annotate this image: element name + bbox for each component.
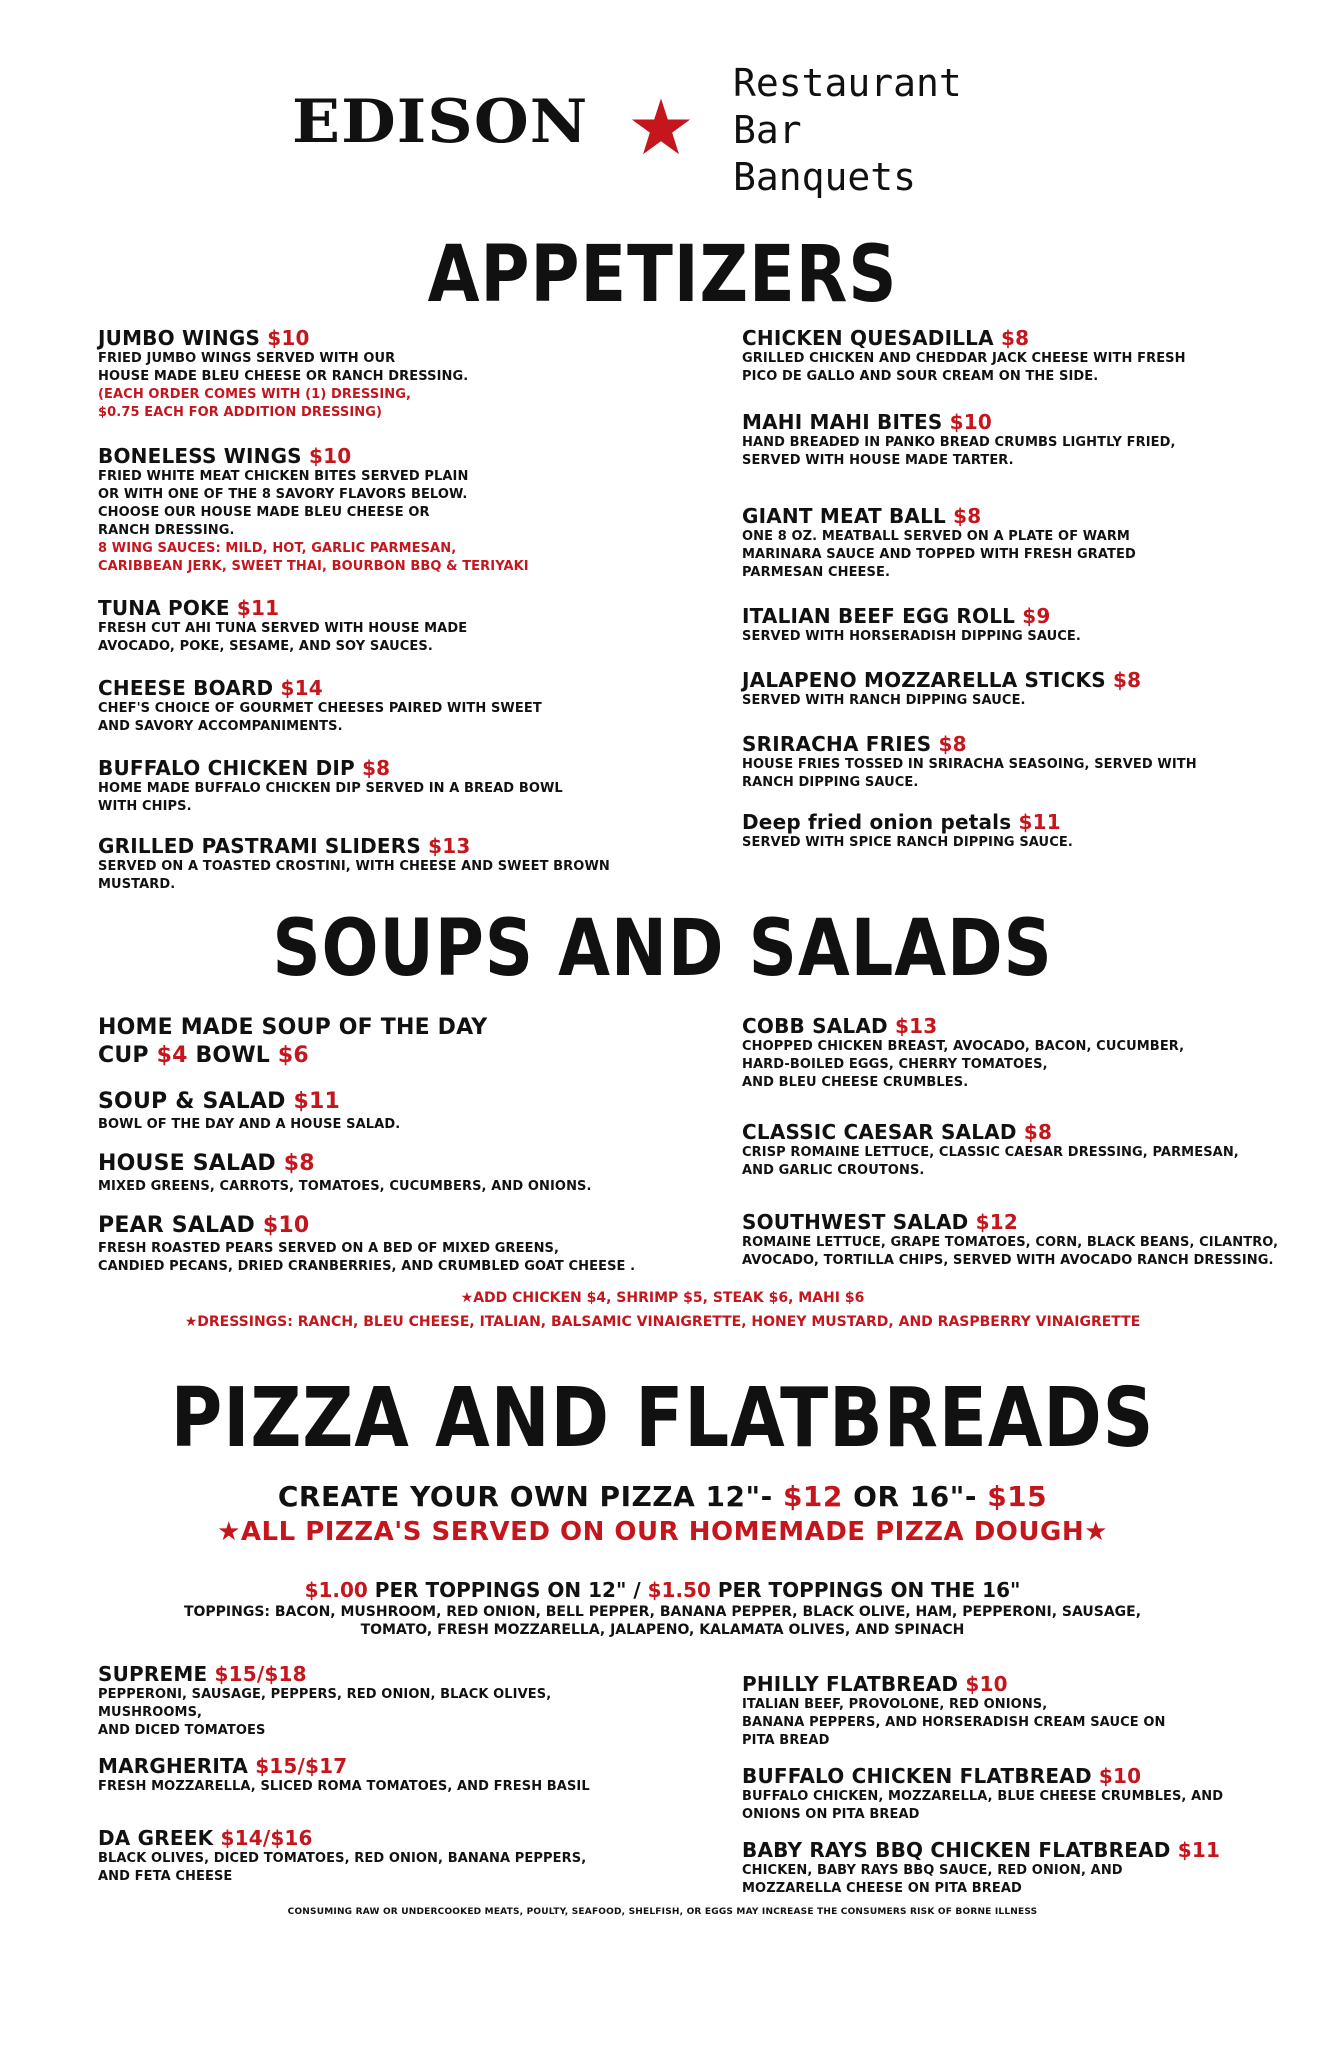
- item-price: $10: [1098, 1764, 1142, 1788]
- menu-item-soup-of-the-day: [98, 1014, 658, 1070]
- item-desc: FRESH MOZZARELLA, SLICED ROMA TOMATOES, AND FRESH BASIL: [98, 1779, 590, 1794]
- item-name: HOUSE SALAD: [98, 1151, 276, 1176]
- menu-item-mahi-mahi-bites: [742, 410, 1282, 470]
- cup-price: $4: [156, 1043, 188, 1068]
- item-price: $15/$17: [255, 1754, 348, 1778]
- topping-text: PER TOPPINGS ON THE 16": [710, 1578, 1021, 1602]
- item-price: $10: [949, 410, 992, 434]
- menu-item-deep-fried-onion-petals: [742, 810, 1282, 852]
- item-price: $8: [1023, 1120, 1053, 1144]
- item-name: JUMBO WINGS: [98, 326, 261, 350]
- item-name: CLASSIC CAESAR SALAD: [742, 1120, 1017, 1144]
- item-name: GRILLED PASTRAMI SLIDERS: [98, 834, 421, 858]
- bowl-price: $6: [277, 1043, 309, 1068]
- menu-item-classic-caesar-salad: [742, 1120, 1282, 1180]
- cup-label: CUP: [98, 1043, 149, 1068]
- item-desc: WITH CHIPS.: [98, 799, 192, 814]
- toppings-list: [0, 1603, 1325, 1639]
- item-price: $8: [1000, 326, 1030, 350]
- menu-item-soup-and-salad: [98, 1088, 658, 1134]
- menu-item-jalapeno-mozzarella-sticks: [742, 668, 1282, 710]
- item-name: MARGHERITA: [98, 1754, 249, 1778]
- item-desc: MOZZARELLA CHEESE ON PITA BREAD: [742, 1881, 1022, 1896]
- menu-item-margherita: [98, 1754, 658, 1796]
- item-desc: HOUSE FRIES TOSSED IN SRIRACHA SEASOING, SERVED WITH: [742, 757, 1197, 772]
- item-price: $8: [938, 732, 967, 756]
- item-name: ITALIAN BEEF EGG ROLL: [742, 604, 1016, 628]
- item-desc: ROMAINE LETTUCE, GRAPE TOMATOES, CORN, BLACK BEANS, CILANTRO,: [742, 1235, 1279, 1250]
- item-price: $10: [965, 1672, 1008, 1696]
- menu-item-philly-flatbread: [742, 1672, 1282, 1750]
- create-text: OR 16"-: [842, 1480, 988, 1513]
- tagline-banquets: Banquets: [733, 155, 917, 199]
- item-desc: SERVED WITH RANCH DIPPING SAUCE.: [742, 693, 1026, 708]
- item-name: DA GREEK: [98, 1826, 214, 1850]
- item-note: $0.75 EACH FOR ADDITION DRESSING): [98, 405, 383, 420]
- item-desc: AND SAVORY ACCOMPANIMENTS.: [98, 719, 343, 734]
- item-desc: ONE 8 OZ. MEATBALL SERVED ON A PLATE OF WARM: [742, 529, 1130, 544]
- item-name: SRIRACHA FRIES: [742, 732, 932, 756]
- dressings-note: ★DRESSINGS: RANCH, BLEU CHEESE, ITALIAN, BALSAMIC VINAIGRETTE, HONEY MUSTARD, AND RASPBERRY VINAIGRETTE: [184, 1314, 1141, 1330]
- logo: EDISON: [292, 87, 589, 157]
- toppings-line: TOMATO, FRESH MOZZARELLA, JALAPENO, KALAMATA OLIVES, AND SPINACH: [360, 1622, 965, 1638]
- item-price: $10: [262, 1213, 310, 1238]
- item-desc: SERVED WITH SPICE RANCH DIPPING SAUCE.: [742, 835, 1073, 850]
- topping-price-16: $1.50: [647, 1578, 711, 1602]
- item-desc: AVOCADO, POKE, SESAME, AND SOY SAUCES.: [98, 639, 433, 654]
- menu-item-baby-rays-bbq-chicken-flatbread: [742, 1838, 1282, 1898]
- item-desc: AND FETA CHEESE: [98, 1869, 233, 1884]
- item-name: JALAPENO MOZZARELLA STICKS: [742, 668, 1106, 692]
- item-name: TUNA POKE: [98, 596, 230, 620]
- item-desc: CHOOSE OUR HOUSE MADE BLEU CHEESE OR: [98, 505, 430, 520]
- item-name: BUFFALO CHICKEN FLATBREAD: [742, 1764, 1092, 1788]
- menu-item-cheese-board: [98, 676, 658, 736]
- item-desc: CRISP ROMAINE LETTUCE, CLASSIC CAESAR DRESSING, PARMESAN,: [742, 1145, 1239, 1160]
- menu-item-chicken-quesadilla: [742, 326, 1282, 386]
- item-price: $8: [362, 756, 391, 780]
- item-name: MAHI MAHI BITES: [742, 410, 943, 434]
- item-price: $10: [267, 326, 310, 350]
- item-desc: CHEF'S CHOICE OF GOURMET CHEESES PAIRED WITH SWEET: [98, 701, 542, 716]
- item-price: $8: [953, 504, 982, 528]
- item-desc: BUFFALO CHICKEN, MOZZARELLA, BLUE CHEESE CRUMBLES, AND: [742, 1789, 1224, 1804]
- item-name: Deep fried onion petals: [742, 810, 1012, 834]
- item-desc: SERVED WITH HOUSE MADE TARTER.: [742, 453, 1014, 468]
- toppings-line: TOPPINGS: BACON, MUSHROOM, RED ONION, BELL PEPPER, BANANA PEPPER, BLACK OLIVE, HAM, PEPPERONI, SAUSAGE,: [183, 1604, 1142, 1620]
- topping-prices: [0, 1578, 1325, 1602]
- item-price: $13: [895, 1014, 938, 1038]
- item-price: $12: [975, 1210, 1018, 1234]
- menu-item-grilled-pastrami-sliders: [98, 834, 658, 894]
- create-price-16: $15: [987, 1480, 1048, 1513]
- menu-item-da-greek: [98, 1826, 658, 1886]
- item-note: 8 WING SAUCES: MILD, HOT, GARLIC PARMESAN,: [98, 541, 457, 556]
- item-desc: BLACK OLIVES, DICED TOMATOES, RED ONION, BANANA PEPPERS,: [98, 1851, 587, 1866]
- item-name: BABY RAYS BBQ CHICKEN FLATBREAD: [742, 1838, 1171, 1862]
- item-price: $11: [236, 596, 280, 620]
- item-desc: SERVED ON A TOASTED CROSTINI, WITH CHEESE AND SWEET BROWN MUSTARD.: [98, 859, 610, 892]
- item-desc: MARINARA SAUCE AND TOPPED WITH FRESH GRATED: [742, 547, 1136, 562]
- tagline: [733, 60, 962, 201]
- item-price: $9: [1022, 604, 1051, 628]
- item-desc: FRESH ROASTED PEARS SERVED ON A BED OF MIXED GREENS,: [98, 1241, 560, 1256]
- create-price-12: $12: [782, 1480, 843, 1513]
- item-name: CHEESE BOARD: [98, 676, 274, 700]
- menu-item-southwest-salad: [742, 1210, 1282, 1270]
- dough-note: ★ALL PIZZA'S SERVED ON OUR HOMEMADE PIZZA DOUGH★: [217, 1517, 1108, 1547]
- item-name: SOUP & SALAD: [98, 1089, 286, 1114]
- item-price: $14: [280, 676, 323, 700]
- menu-item-jumbo-wings: [98, 326, 658, 422]
- menu-item-sriracha-fries: [742, 732, 1282, 792]
- item-price: $10: [308, 444, 352, 468]
- soups-title: SOUPS AND SALADS: [272, 904, 1053, 994]
- menu-item-supreme: [98, 1662, 658, 1740]
- item-desc: FRIED JUMBO WINGS SERVED WITH OUR: [98, 351, 396, 366]
- item-price: $11: [1018, 810, 1061, 834]
- appetizers-title: APPETIZERS: [427, 230, 898, 320]
- menu-item-buffalo-chicken-dip: [98, 756, 658, 816]
- item-name: GIANT MEAT BALL: [742, 504, 946, 528]
- menu-item-pear-salad: [98, 1212, 658, 1276]
- item-desc: RANCH DRESSING.: [98, 523, 235, 538]
- item-desc: RANCH DIPPING SAUCE.: [742, 775, 919, 790]
- tagline-bar: Bar: [733, 108, 802, 152]
- item-price: $14/$16: [220, 1826, 313, 1850]
- tagline-restaurant: Restaurant: [733, 61, 962, 105]
- item-desc: ONIONS ON PITA BREAD: [742, 1807, 920, 1822]
- item-desc: HOUSE MADE BLEU CHEESE OR RANCH DRESSING.: [98, 369, 469, 384]
- item-price: $11: [293, 1089, 341, 1114]
- item-desc: HAND BREADED IN PANKO BREAD CRUMBS LIGHTLY FRIED,: [742, 435, 1176, 450]
- food-safety-disclaimer: CONSUMING RAW OR UNDERCOOKED MEATS, POULTY, SEAFOOD, SHELFISH, OR EGGS MAY INCREASE THE CONSUMERS RISK OF BORNE ILLNESS: [287, 1907, 1038, 1917]
- item-note: (EACH ORDER COMES WITH (1) DRESSING,: [98, 387, 412, 402]
- item-desc: HARD-BOILED EGGS, CHERRY TOMATOES,: [742, 1057, 1048, 1072]
- create-your-own-pizza: [0, 1480, 1325, 1514]
- item-price: $13: [428, 834, 471, 858]
- item-desc: AND GARLIC CROUTONS.: [742, 1163, 925, 1178]
- menu-item-buffalo-chicken-flatbread: [742, 1764, 1282, 1824]
- item-desc: SERVED WITH HORSERADISH DIPPING SAUCE.: [742, 629, 1081, 644]
- menu-item-cobb-salad: [742, 1014, 1282, 1092]
- item-desc: BOWL OF THE DAY AND A HOUSE SALAD.: [98, 1117, 401, 1132]
- menu-item-giant-meat-ball: [742, 504, 1282, 582]
- item-desc: AND DICED TOMATOES: [98, 1723, 266, 1738]
- item-desc: FRIED WHITE MEAT CHICKEN BITES SERVED PLAIN: [98, 469, 469, 484]
- item-price: $8: [1113, 668, 1142, 692]
- item-desc: HOME MADE BUFFALO CHICKEN DIP SERVED IN A BREAD BOWL: [98, 781, 563, 796]
- pizza-title: PIZZA AND FLATBREADS: [170, 1371, 1155, 1466]
- item-desc: ITALIAN BEEF, PROVOLONE, RED ONIONS,: [742, 1697, 1048, 1712]
- item-name: PEAR SALAD: [98, 1213, 255, 1238]
- item-desc: CHOPPED CHICKEN BREAST, AVOCADO, BACON, CUCUMBER,: [742, 1039, 1185, 1054]
- create-text: CREATE YOUR OWN PIZZA 12"-: [277, 1480, 783, 1513]
- item-desc: PARMESAN CHEESE.: [742, 565, 891, 580]
- item-price: $15/$18: [214, 1662, 307, 1686]
- item-desc: BANANA PEPPERS, AND HORSERADISH CREAM SAUCE ON: [742, 1715, 1166, 1730]
- menu-item-house-salad: [98, 1150, 658, 1196]
- menu-item-italian-beef-egg-roll: [742, 604, 1282, 646]
- item-desc: FRESH CUT AHI TUNA SERVED WITH HOUSE MADE: [98, 621, 468, 636]
- item-desc: CANDIED PECANS, DRIED CRANBERRIES, AND CRUMBLED GOAT CHEESE .: [98, 1259, 636, 1274]
- menu-item-tuna-poke: [98, 596, 658, 656]
- item-desc: PEPPERONI, SAUSAGE, PEPPERS, RED ONION, BLACK OLIVES, MUSHROOMS,: [98, 1687, 552, 1720]
- item-desc: MIXED GREENS, CARROTS, TOMATOES, CUCUMBERS, AND ONIONS.: [98, 1179, 592, 1194]
- item-desc: CHICKEN, BABY RAYS BBQ SAUCE, RED ONION, AND: [742, 1863, 1123, 1878]
- star-icon: [630, 96, 692, 158]
- item-name: SOUTHWEST SALAD: [742, 1210, 969, 1234]
- item-desc: AND BLEU CHEESE CRUMBLES.: [742, 1075, 969, 1090]
- topping-text: PER TOPPINGS ON 12" /: [367, 1578, 648, 1602]
- topping-price-12: $1.00: [304, 1578, 368, 1602]
- item-price: $8: [283, 1151, 315, 1176]
- item-name: PHILLY FLATBREAD: [742, 1672, 959, 1696]
- item-name: CHICKEN QUESADILLA: [742, 326, 994, 350]
- item-desc: PITA BREAD: [742, 1733, 830, 1748]
- menu-item-boneless-wings: [98, 444, 658, 576]
- bowl-label: BOWL: [195, 1043, 271, 1068]
- item-name: BUFFALO CHICKEN DIP: [98, 756, 355, 780]
- item-price: $11: [1177, 1838, 1221, 1862]
- item-name: COBB SALAD: [742, 1014, 888, 1038]
- item-desc: PICO DE GALLO AND SOUR CREAM ON THE SIDE.: [742, 369, 1099, 384]
- item-desc: OR WITH ONE OF THE 8 SAVORY FLAVORS BELOW.: [98, 487, 468, 502]
- item-name: BONELESS WINGS: [98, 444, 302, 468]
- item-desc: GRILLED CHICKEN AND CHEDDAR JACK CHEESE WITH FRESH: [742, 351, 1186, 366]
- add-protein-note: ★ADD CHICKEN $4, SHRIMP $5, STEAK $6, MAHI $6: [460, 1290, 865, 1306]
- item-desc: AVOCADO, TORTILLA CHIPS, SERVED WITH AVOCADO RANCH DRESSING.: [742, 1253, 1274, 1268]
- item-note: CARIBBEAN JERK, SWEET THAI, BOURBON BBQ & TERIYAKI: [98, 559, 529, 574]
- item-name: SUPREME: [98, 1662, 208, 1686]
- item-name: HOME MADE SOUP OF THE DAY: [98, 1015, 488, 1040]
